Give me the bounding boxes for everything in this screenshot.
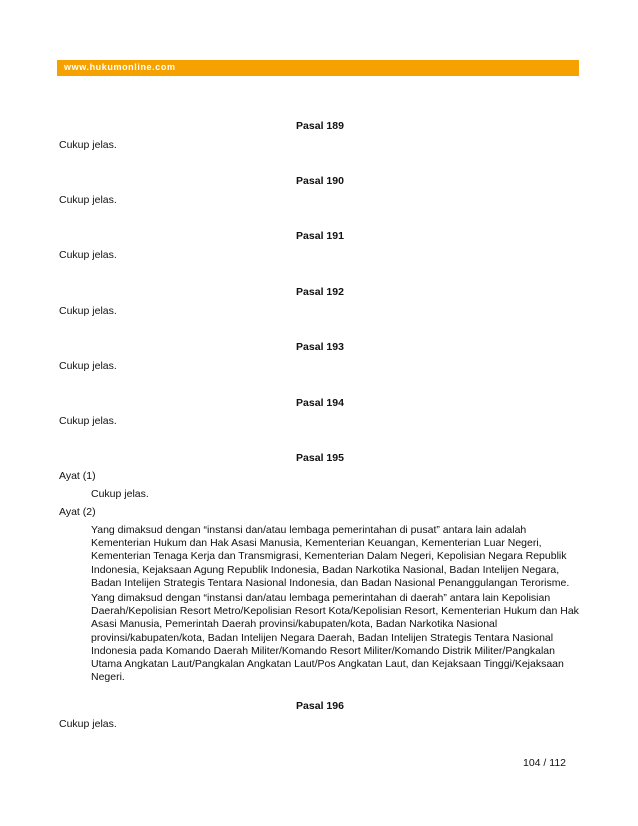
pasal-text: Cukup jelas.: [59, 139, 117, 151]
pasal-text: Cukup jelas.: [59, 360, 117, 372]
pasal-heading: Pasal 190: [296, 175, 344, 187]
paragraph-line: Yang dimaksud dengan “instansi dan/atau lembaga pemerintahan di pusat” antara lain adalah: [91, 524, 527, 536]
paragraph-line: Indonesia, Kejaksaan Agung Republik Indonesia, Badan Narkotika Nasional, Badan Intelijen Negara,: [91, 563, 560, 576]
pasal-heading: Pasal 192: [296, 286, 344, 298]
ayat-label: Ayat (1): [59, 470, 96, 482]
paragraph-line: provinsi/kabupaten/kota, Badan Intelijen Negara Daerah, Badan Intelijen Strategis Tentara Nasional: [91, 631, 554, 644]
ayat-text: Cukup jelas.: [91, 488, 149, 500]
pasal-text: Cukup jelas.: [59, 305, 117, 317]
ayat-label: Ayat (2): [59, 506, 96, 518]
paragraph-line: Kementerian Hukum dan Hak Asasi Manusia, Kementerian Keuangan, Kementerian Luar Negeri,: [91, 537, 542, 550]
pasal-heading: Pasal 194: [296, 397, 344, 409]
pasal-heading: Pasal 189: [296, 120, 344, 132]
paragraph-line: Daerah/Kepolisian Resort Metro/Kepolisian Resort Kota/Kepolisian Resort, Kementerian Hukum dan Hak: [91, 605, 579, 618]
pasal-heading: Pasal 191: [296, 230, 344, 242]
site-name: www.hukumonline.com: [64, 62, 176, 72]
paragraph-line: Utama Angkatan Laut/Pangkalan Angkatan Laut/Pos Angkatan Laut, dan Kejaksaan Tinggi/Kejaksaan: [91, 658, 564, 671]
pasal-text: Cukup jelas.: [59, 249, 117, 261]
pasal-heading: Pasal 193: [296, 341, 344, 353]
paragraph-line: Yang dimaksud dengan “instansi dan/atau lembaga pemerintahan di daerah” antara lain Kepolisian: [91, 592, 551, 604]
paragraph-line: Asasi Manusia, Pemerintah Daerah provinsi/kabupaten/kota, Badan Narkotika Nasional: [91, 618, 498, 631]
paragraph-line: Kementerian Tenaga Kerja dan Transmigrasi, Kementerian Dalam Negeri, Kepolisian Negara Republik: [91, 550, 567, 563]
ayat-paragraph: [91, 592, 581, 684]
ayat-paragraph: [91, 524, 581, 590]
site-header-bar: [57, 60, 579, 76]
paragraph-line: Negeri.: [91, 671, 125, 684]
paragraph-line: Badan Intelijen Strategis Tentara Nasional Indonesia, dan Badan Nasional Penanggulangan Terorisme.: [91, 576, 570, 589]
pasal-text: Cukup jelas.: [59, 415, 117, 427]
paragraph-line: Indonesia pada Komando Daerah Militer/Komando Resort Militer/Komando Distrik Militer/Pangkalan: [91, 644, 555, 657]
pasal-heading: Pasal 195: [296, 452, 344, 464]
pasal-text: Cukup jelas.: [59, 718, 117, 730]
page-number: 104 / 112: [523, 757, 567, 769]
pasal-text: Cukup jelas.: [59, 194, 117, 206]
pasal-heading: Pasal 196: [296, 700, 344, 712]
